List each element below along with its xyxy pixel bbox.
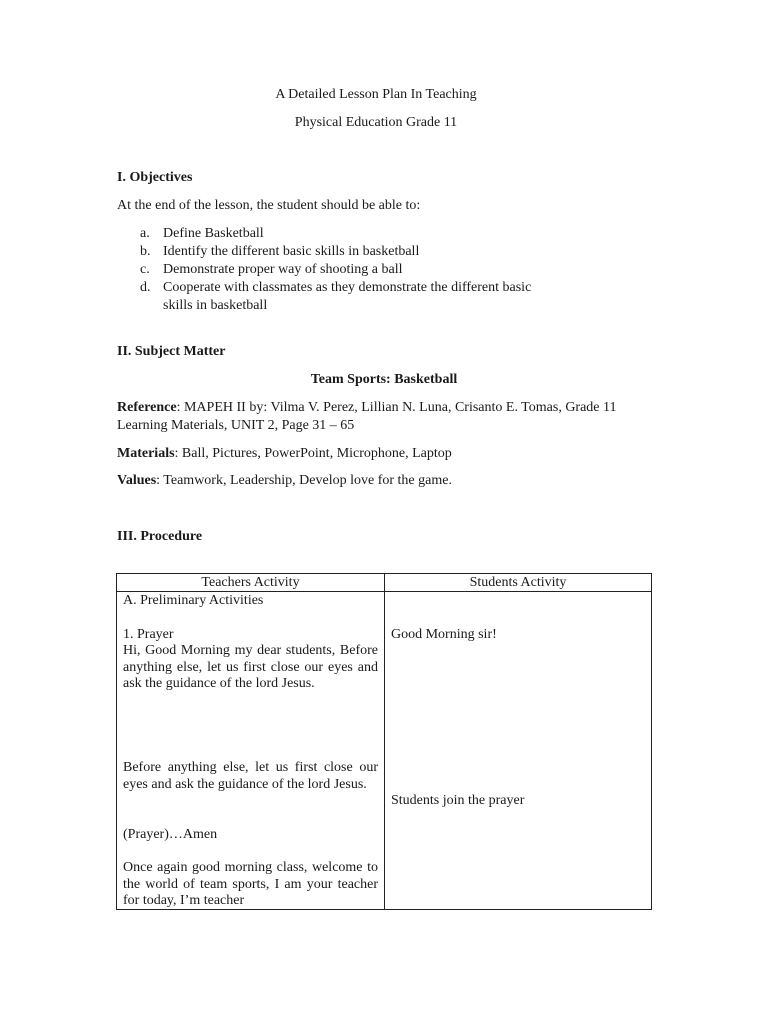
topic-title: Team Sports: Basketball [310,372,458,387]
reference-text: : MAPEH II by: Vilma V. Perez, Lillian N. Luna, Crisanto E. Tomas, Grade 11 Learning Materials, UNIT 2, Page 31 – 65 [117,400,617,433]
procedure-heading: III. Procedure [117,529,203,544]
student-cell [385,592,652,910]
repeat-text: Before anything else, let us first close our eyes and ask the guidance of the lord Jesus. [123,760,378,792]
list-item [117,243,557,261]
student-reply-1: Good Morning sir! [391,627,497,642]
list-marker: a. [140,226,150,241]
materials-text: : Ball, Pictures, PowerPoint, Microphone, Laptop [174,446,452,461]
list-item [117,279,557,315]
student-reply-2: Students join the prayer [391,793,525,808]
materials-label: Materials [117,446,175,461]
reference-line [117,399,637,435]
col-header-teacher: Teachers Activity [117,574,385,592]
section-label: A. Preliminary Activities [123,593,264,608]
greeting-text: Hi, Good Morning my dear students, Before anything else, let us first close our eyes and ask the guidance of the lord Jesus. [123,643,378,691]
list-marker: d. [140,280,151,295]
subject-matter-heading: II. Subject Matter [117,344,226,359]
objectives-intro: At the end of the lesson, the student should be able to: [117,198,421,213]
list-text: Define Basketball [163,226,264,241]
list-item [117,261,557,279]
table-header-row [117,574,652,592]
prayer-item: 1. Prayer [123,627,174,642]
table-row [117,592,652,910]
objectives-list [117,225,557,315]
procedure-table [116,573,652,910]
doc-subtitle: Physical Education Grade 11 [294,115,458,130]
objectives-heading: I. Objectives [117,170,193,185]
list-item [117,225,557,243]
prayer-text: (Prayer)…Amen [123,827,218,842]
list-marker: c. [140,262,150,277]
values-text: : Teamwork, Leadership, Develop love for the game. [156,473,452,488]
col-header-student: Students Activity [385,574,652,592]
list-text: Identify the different basic skills in basketball [163,244,420,259]
list-marker: b. [140,244,151,259]
welcome-text: Once again good morning class, welcome to the world of team sports, I am your teacher for today, I’m teacher [123,860,378,908]
values-line [117,472,452,490]
teacher-cell [117,592,385,910]
materials-line [117,445,452,463]
list-text: Cooperate with classmates as they demonstrate the different basic skills in basketball [163,280,532,313]
reference-label: Reference [117,400,177,415]
values-label: Values [117,473,157,488]
list-text: Demonstrate proper way of shooting a ball [163,262,403,277]
doc-title: A Detailed Lesson Plan In Teaching [275,87,477,102]
